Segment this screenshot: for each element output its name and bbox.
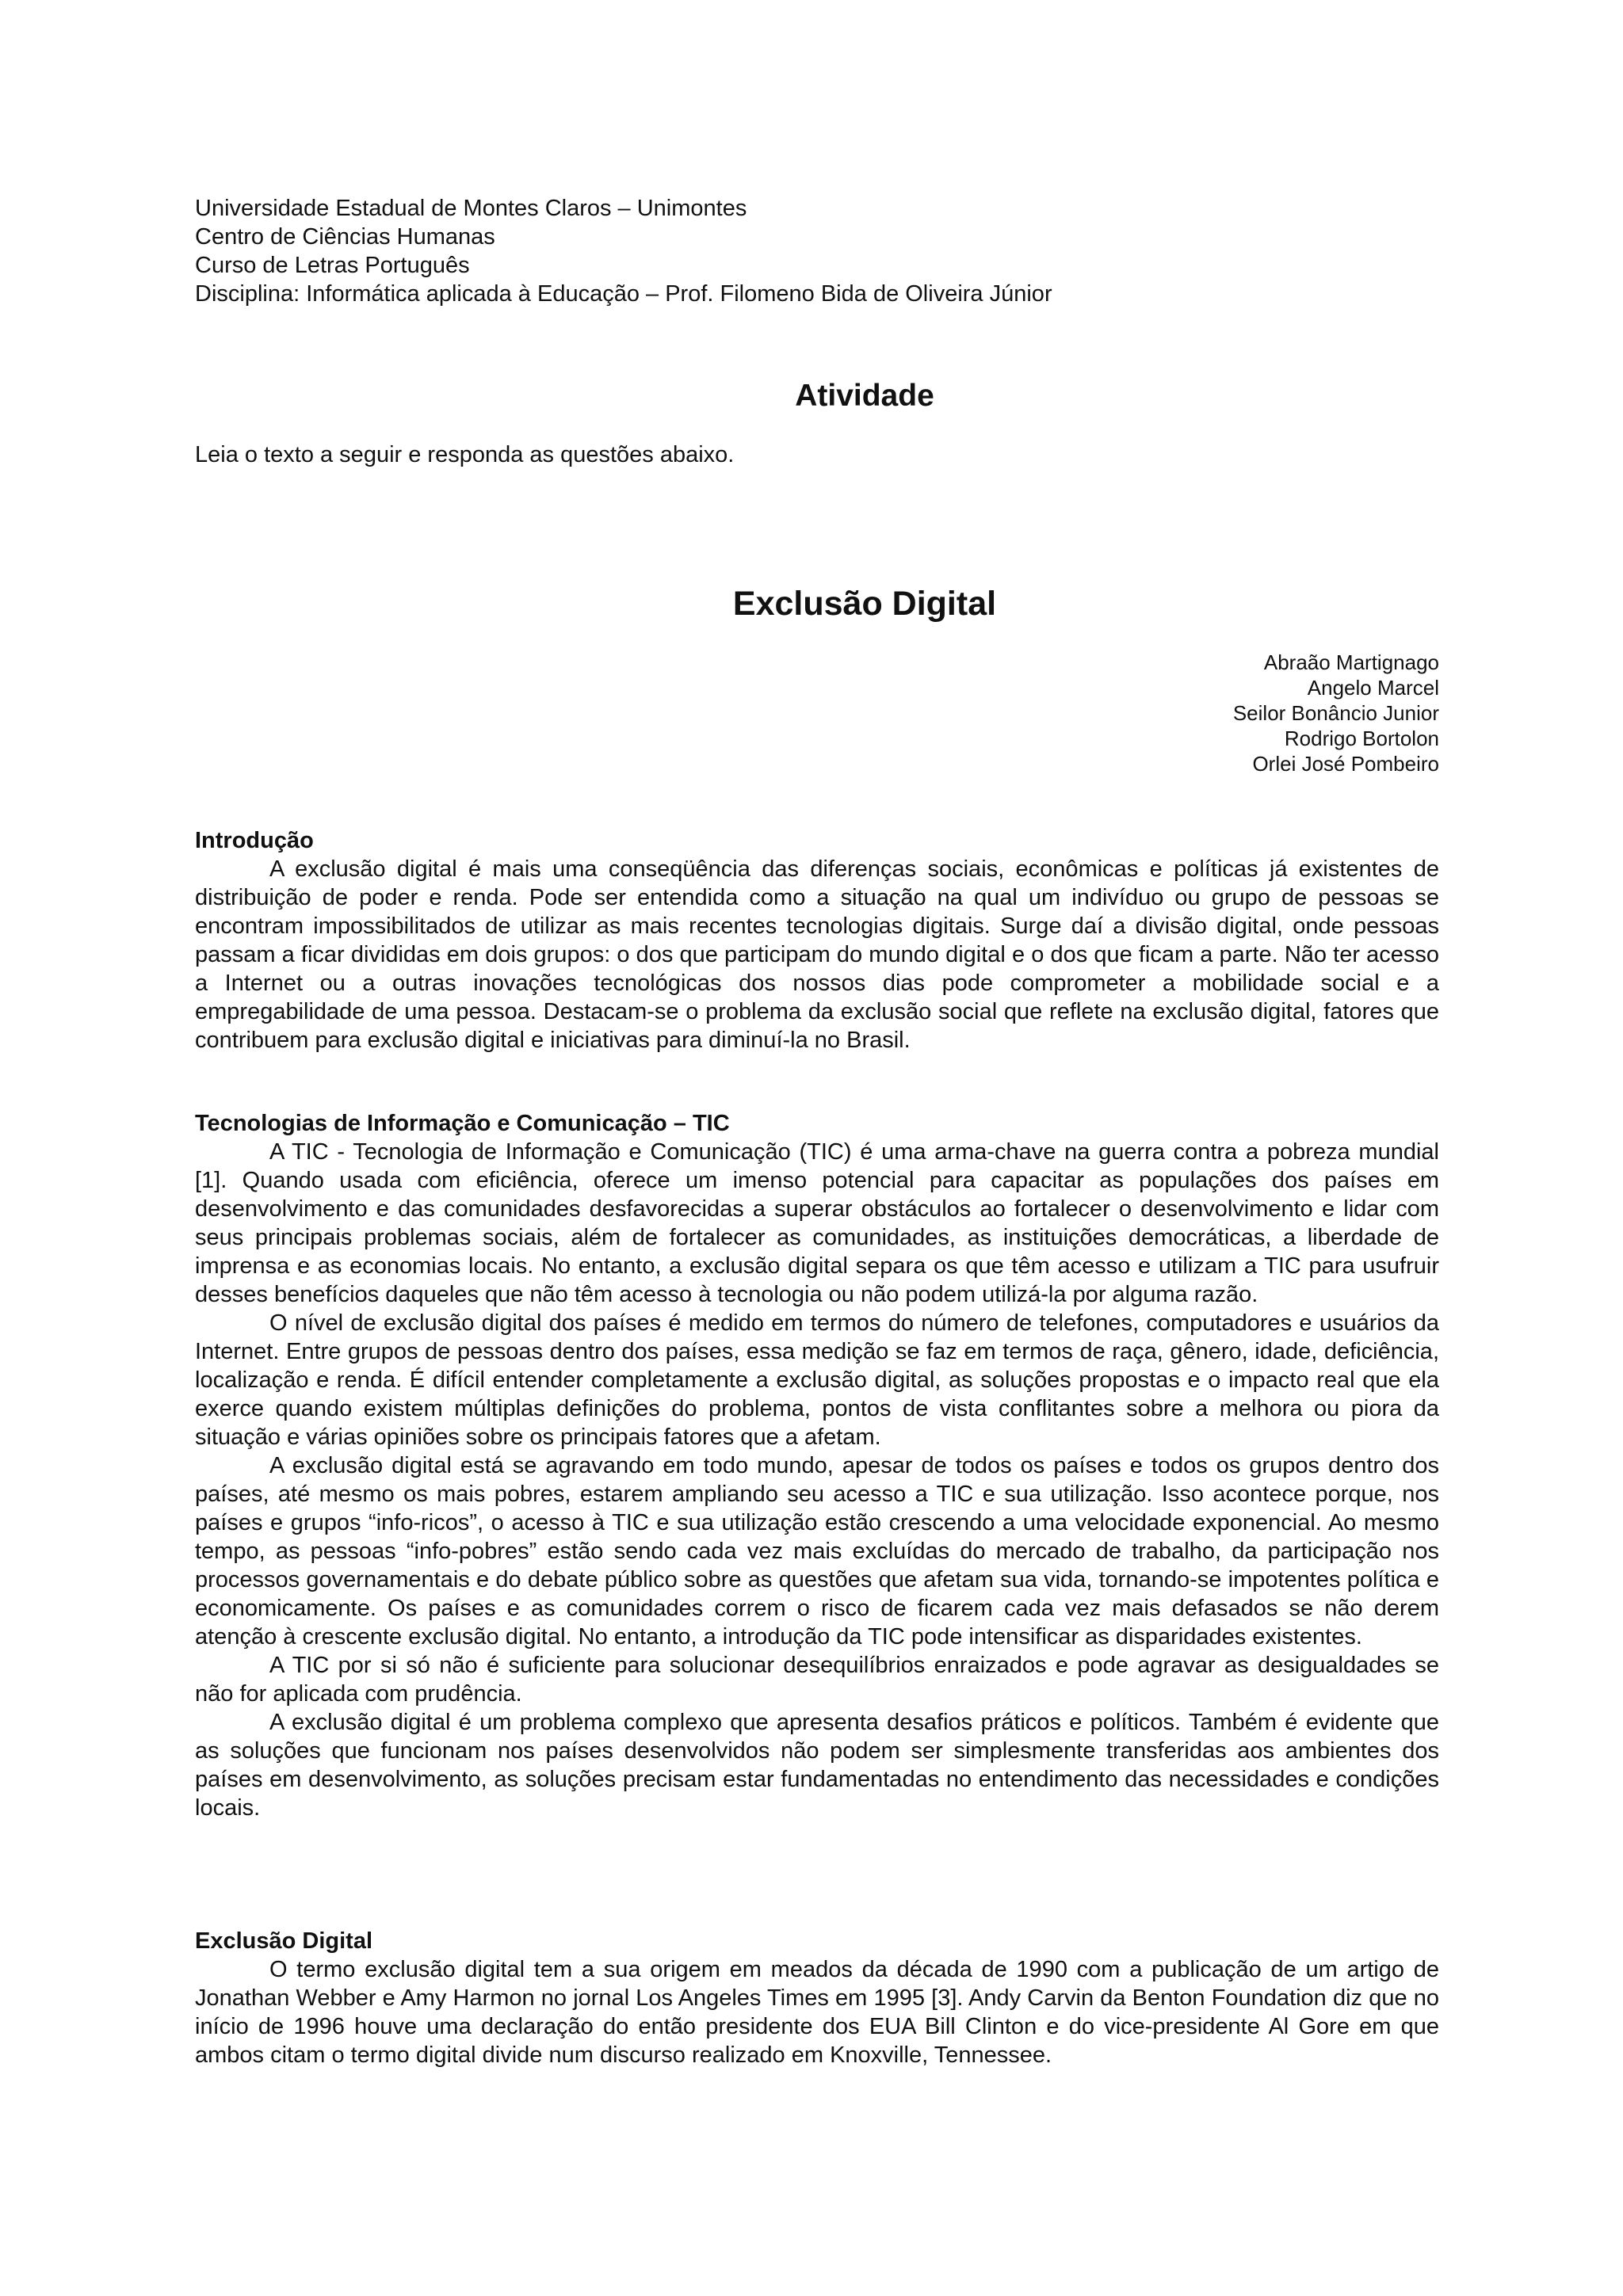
document-page (195, 0, 1439, 2296)
section-heading: Exclusão Digital (195, 1928, 373, 1954)
paragraph: A TIC por si só não é suficiente para solucionar desequilíbrios enraizados e pode agravar as desigualdades se não for aplicada com prudência. (195, 1653, 1439, 1707)
paragraph: A exclusão digital está se agravando em todo mundo, apesar de todos os países e todos os grupos dentro dos países, até mesmo os mais pobres, estarem ampliando seu acesso a TIC e sua utilização. Isso acontece porque, nos países e grupos “info-ricos”, o acesso à TIC e sua utilização estão crescendo a uma velocidade exponencial. Ao mesmo tempo, as pessoas “info-pobres” estão sendo cada vez mais excluídas do mercado de trabalho, da participação nos processos governamentais e do debate público sobre as questões que afetam sua vida, tornando-se impotentes política e economicamente. Os países e as comunidades correm o risco de ficarem cada vez mais defasados se não derem atenção à crescente exclusão digital. No entanto, a introdução da TIC pode intensificar as disparidades existentes. (195, 1453, 1439, 1650)
paragraph: A exclusão digital é um problema complexo que apresenta desafios práticos e políticos. Também é evidente que as soluções que funcionam nos países desenvolvidos não podem ser simplesmente transferidas aos ambientes dos países em desenvolvimento, as soluções precisam estar fundamentadas no entendimento das necessidades e condições locais. (195, 1710, 1439, 1821)
activity-title: Atividade (795, 379, 934, 413)
author-name: Seilor Bonâncio Junior (1232, 701, 1439, 725)
section-tic (195, 1109, 1439, 1822)
header-discipline: Disciplina: Informática aplicada à Educação – Prof. Filomeno Bida de Oliveira Júnior (195, 281, 1052, 307)
article-title: Exclusão Digital (732, 585, 997, 623)
header-course: Curso de Letras Português (195, 253, 470, 278)
header-center: Centro de Ciências Humanas (195, 224, 495, 250)
section-heading: Tecnologias de Informação e Comunicação – TIC (195, 1111, 730, 1136)
author-list (1233, 650, 1439, 776)
paragraph: O termo exclusão digital tem a sua origem em meados da década de 1990 com a publicação de um artigo de Jonathan Webber e Amy Harmon no jornal Los Angeles Times em 1995 [3]. Andy Carvin da Benton Foundation diz que no início de 1996 houve uma declaração do então presidente dos EUA Bill Clinton e do vice-presidente Al Gore em que ambos citam o termo digital divide num discurso realizado em Knoxville, Tennessee. (195, 1957, 1439, 2068)
author-name: Rodrigo Bortolon (1284, 727, 1439, 750)
paragraph: A exclusão digital é mais uma conseqüência das diferenças sociais, econômicas e políticas já existentes de distribuição de poder e renda. Pode ser entendida como a situação na qual um indivíduo ou grupo de pessoas se encontram impossibilitados de utilizar as mais recentes tecnologias digitais. Surge daí a divisão digital, onde pessoas passam a ficar divididas em dois grupos: o dos que participam do mundo digital e o dos que ficam a parte. Não ter acesso a Internet ou a outras inovações tecnológicas dos nossos dias pode comprometer a mobilidade social e a empregabilidade de uma pessoa. Destacam-se o problema da exclusão social que reflete na exclusão digital, fatores que contribuem para exclusão digital e iniciativas para diminuí-la no Brasil. (195, 856, 1439, 1053)
author-name: Angelo Marcel (1307, 676, 1439, 700)
document-header (195, 194, 1052, 308)
author-name: Orlei José Pombeiro (1252, 752, 1439, 776)
author-name: Abraão Martignago (1263, 650, 1439, 674)
paragraph: A TIC - Tecnologia de Informação e Comunicação (TIC) é uma arma-chave na guerra contra a pobreza mundial [1]. Quando usada com eficiência, oferece um imenso potencial para capacitar as populações dos países em desenvolvimento e das comunidades desfavorecidas a superar obstáculos ao fortalecer o desenvolvimento e lidar com seus principais problemas sociais, além de fortalecer as comunidades, as instituições democráticas, a liberdade de imprensa e as economias locais. No entanto, a exclusão digital separa os que têm acesso e utilizam a TIC para usufruir desses benefícios daqueles que não têm acesso à tecnologia ou não podem utilizá-la por alguma razão. (195, 1139, 1439, 1307)
paragraph: O nível de exclusão digital dos países é medido em termos do número de telefones, computadores e usuários da Internet. Entre grupos de pessoas dentro dos países, essa medição se faz em termos de raça, gênero, idade, deficiência, localização e renda. É difícil entender completamente a exclusão digital, as soluções propostas e o impacto real que ela exerce quando existem múltiplas definições do problema, pontos de vista conflitantes sobre a melhora ou piora da situação e várias opiniões sobre os principais fatores que a afetam. (195, 1310, 1439, 1450)
section-introducao (195, 826, 1439, 1055)
section-heading: Introdução (195, 828, 314, 853)
header-university: Universidade Estadual de Montes Claros – Unimontes (195, 196, 747, 221)
activity-instruction: Leia o texto a seguir e responda as questões abaixo. (195, 442, 735, 467)
section-exclusao-digital (195, 1927, 1439, 2069)
